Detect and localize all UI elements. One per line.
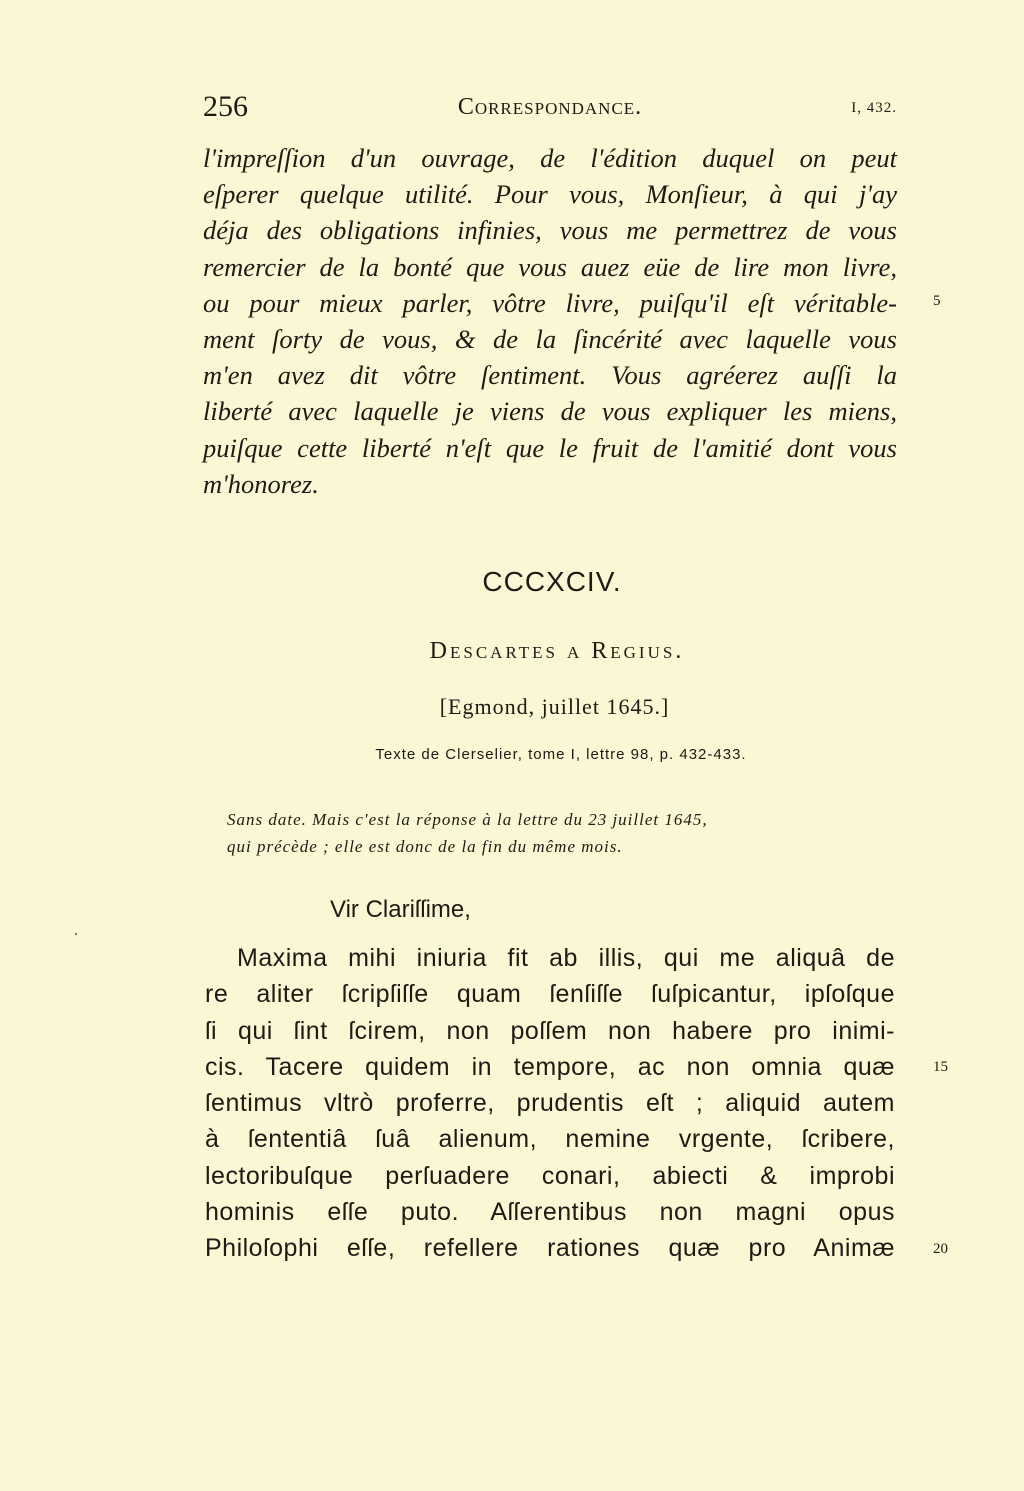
text-line: ment ſorty de vous, & de la ſincérité avec laquelle vous	[203, 323, 897, 354]
text-line: remercier de la bonté que vous auez eüe de lire mon livre,	[203, 251, 897, 282]
note-line: Sans date. Mais c'est la réponse à la lettre du 23 juillet 1645,	[227, 810, 708, 829]
text-line: Philoſophi eſſe, refellere rationes quæ pro Animæ	[205, 1234, 895, 1263]
note-line: qui précède ; elle est donc de la fin du même mois.	[227, 837, 623, 856]
italic-continuation-text	[203, 140, 897, 502]
running-title: Correspondance.	[457, 94, 643, 120]
letter-body-text	[205, 940, 895, 1267]
print-speck	[75, 933, 77, 935]
salutation: Vir Clariſſime,	[330, 896, 471, 923]
letter-place-date: [Egmond, juillet 1645.]	[439, 694, 670, 719]
text-line: cis. Tacere quidem in tempore, ac non omnia quæ	[205, 1052, 895, 1081]
text-line: déja des obligations infinies, vous me permettrez de vous	[203, 215, 897, 246]
text-line: puiſque cette liberté n'eſt que le fruit de l'amitié dont vous	[203, 432, 897, 463]
volume-reference: I, 432.	[851, 100, 897, 116]
text-line: l'impreſſion d'un ouvrage, de l'édition duquel on peut	[203, 143, 897, 173]
page-number: 256	[203, 90, 248, 123]
page-header	[203, 90, 897, 126]
text-line: eſperer quelque utilité. Pour vous, Monſieur, à qui j'ay	[203, 179, 897, 210]
text-line: m'en avez dit vôtre ſentiment. Vous agréerez auſſi la	[203, 360, 897, 391]
text-line: Maxima mihi iniuria fit ab illis, qui me aliquâ de	[237, 944, 895, 972]
text-line: hominis eſſe puto. Aſſerentibus non magni opus	[205, 1198, 895, 1227]
line-number-marker: 15	[933, 1059, 948, 1075]
editorial-note	[227, 806, 895, 860]
text-line: ou pour mieux parler, vôtre livre, puiſqu'il eſt véritable-	[203, 287, 897, 318]
text-line: à ſententiâ ſuâ alienum, nemine vrgente, ſcribere,	[205, 1125, 895, 1154]
letter-source: Texte de Clerselier, tome I, lettre 98, p. 432-433.	[375, 746, 747, 763]
text-line: re aliter ſcripſiſſe quam ſenſiſſe ſuſpicantur, ipſoſque	[205, 980, 895, 1009]
letter-addressee: Descartes a Regius.	[429, 638, 685, 664]
text-line: ſi qui ſint ſcirem, non poſſem non habere pro inimi-	[205, 1016, 895, 1045]
line-number-marker: 5	[933, 293, 941, 309]
text-line: m'honorez.	[203, 468, 319, 499]
line-number-marker: 20	[933, 1241, 948, 1257]
text-line: liberté avec laquelle je viens de vous expliquer les miens,	[203, 396, 897, 427]
text-line: lectoribuſque perſuadere conari, abiecti & improbi	[205, 1161, 895, 1190]
text-line: ſentimus vltrò proferre, prudentis eſt ; aliquid autem	[205, 1089, 895, 1118]
letter-number: CCCXCIV.	[482, 566, 622, 597]
